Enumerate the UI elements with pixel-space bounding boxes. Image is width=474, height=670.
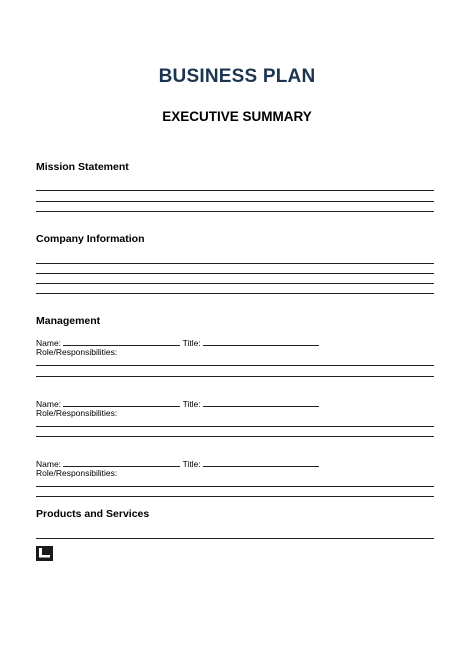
writing-line — [36, 436, 434, 437]
writing-line — [36, 293, 434, 294]
writing-line — [36, 263, 434, 264]
title-blank — [203, 458, 319, 467]
writing-line — [36, 426, 434, 427]
name-blank — [63, 458, 180, 467]
name-blank — [63, 337, 180, 346]
document-logo-icon — [36, 546, 53, 561]
title-blank — [203, 398, 319, 407]
section-heading-mission: Mission Statement — [36, 161, 129, 173]
writing-line — [36, 486, 434, 487]
writing-line — [36, 283, 434, 284]
writing-line — [36, 190, 434, 191]
name-label: Name: — [36, 399, 62, 409]
document-title: BUSINESS PLAN — [158, 66, 316, 87]
name-blank — [63, 398, 180, 407]
name-label: Name: — [36, 338, 62, 348]
title-label: Title: — [182, 459, 201, 469]
role-label: Role/Responsibilities: — [36, 408, 118, 418]
writing-line — [36, 211, 434, 212]
title-blank — [203, 337, 319, 346]
writing-line — [36, 273, 434, 274]
title-label: Title: — [182, 338, 201, 348]
role-label: Role/Responsibilities: — [36, 468, 118, 478]
section-heading-management: Management — [36, 315, 101, 327]
section-heading-company-information: Company Information — [36, 233, 145, 245]
writing-line — [36, 201, 434, 202]
name-label: Name: — [36, 459, 62, 469]
section-heading-products-and-services: Products and Services — [36, 508, 150, 520]
writing-line — [36, 365, 434, 366]
writing-line — [36, 496, 434, 497]
writing-line — [36, 538, 434, 539]
role-label: Role/Responsibilities: — [36, 347, 118, 357]
writing-line — [36, 376, 434, 377]
title-label: Title: — [182, 399, 201, 409]
document-subtitle: EXECUTIVE SUMMARY — [162, 109, 312, 124]
